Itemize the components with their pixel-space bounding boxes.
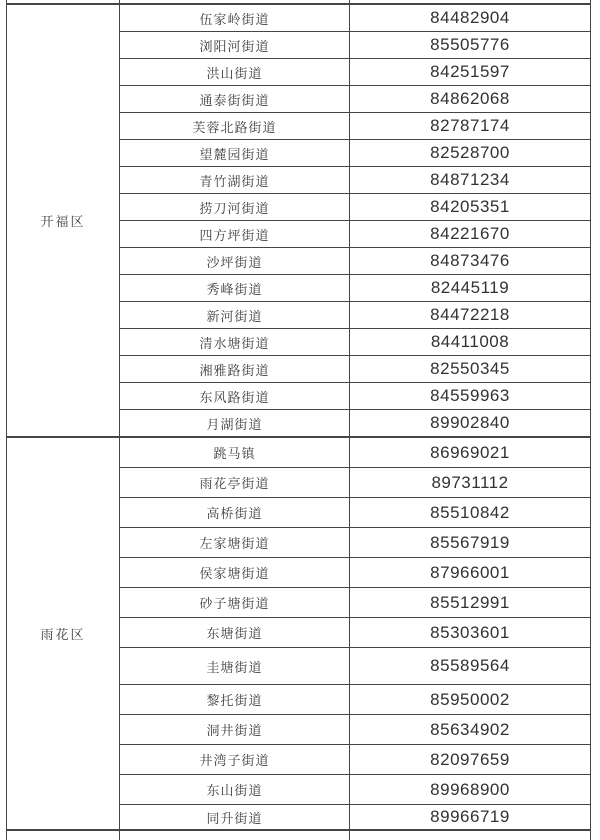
phone-cell: 89968900 bbox=[350, 775, 591, 805]
subdistrict-cell: 东塘街道 bbox=[120, 618, 350, 648]
subdistrict-cell: 洪山街道 bbox=[120, 59, 350, 86]
table-row bbox=[7, 437, 591, 468]
subdistrict-cell: 望麓园街道 bbox=[120, 140, 350, 167]
subdistrict-cell: 秀峰街道 bbox=[120, 275, 350, 302]
phone-cell: 82787174 bbox=[350, 113, 591, 140]
district-cell bbox=[7, 830, 120, 840]
subdistrict-cell: 捞刀河街道 bbox=[120, 194, 350, 221]
district-cell: 开福区 bbox=[7, 4, 120, 437]
subdistrict-cell: 侯家塘街道 bbox=[120, 558, 350, 588]
subdistrict-cell: 东山街道 bbox=[120, 775, 350, 805]
phone-cell: 84472218 bbox=[350, 302, 591, 329]
phone-cell: 84205351 bbox=[350, 194, 591, 221]
phone-cell: 82097659 bbox=[350, 745, 591, 775]
subdistrict-cell: 左家塘街道 bbox=[120, 528, 350, 558]
phone-cell: 85950002 bbox=[350, 685, 591, 715]
phone-cell: 82550345 bbox=[350, 356, 591, 383]
subdistrict-cell: 芙蓉北路街道 bbox=[120, 113, 350, 140]
phone-cell: 89966719 bbox=[350, 805, 591, 831]
phone-cell: 87966001 bbox=[350, 558, 591, 588]
subdistrict-cell: 高桥街道 bbox=[120, 498, 350, 528]
phone-cell: 89731112 bbox=[350, 468, 591, 498]
subdistrict-cell: 黎托街道 bbox=[120, 685, 350, 715]
subdistrict-cell: 湘雅路街道 bbox=[120, 356, 350, 383]
subdistrict-cell: 四方坪街道 bbox=[120, 221, 350, 248]
subdistrict-cell: 跳马镇 bbox=[120, 437, 350, 468]
phone-cell: 84873476 bbox=[350, 248, 591, 275]
phone-directory-table bbox=[6, 0, 591, 840]
subdistrict-cell: 沙坪街道 bbox=[120, 248, 350, 275]
table-body bbox=[7, 0, 591, 840]
subdistrict-cell: 月湖街道 bbox=[120, 410, 350, 438]
phone-cell: 85510842 bbox=[350, 498, 591, 528]
subdistrict-cell: 新河街道 bbox=[120, 302, 350, 329]
phone-cell: 84251597 bbox=[350, 59, 591, 86]
subdistrict-cell: 浏阳河街道 bbox=[120, 32, 350, 59]
subdistrict-cell bbox=[120, 830, 350, 840]
subdistrict-cell: 雨花亭街道 bbox=[120, 468, 350, 498]
subdistrict-cell: 井湾子街道 bbox=[120, 745, 350, 775]
phone-cell bbox=[350, 830, 591, 840]
phone-cell: 84871234 bbox=[350, 167, 591, 194]
phone-cell: 85567919 bbox=[350, 528, 591, 558]
subdistrict-cell: 圭塘街道 bbox=[120, 648, 350, 685]
district-cell: 雨花区 bbox=[7, 437, 120, 830]
table-row bbox=[7, 4, 591, 32]
phone-cell: 85589564 bbox=[350, 648, 591, 685]
phone-cell: 84559963 bbox=[350, 383, 591, 410]
phone-cell: 84411008 bbox=[350, 329, 591, 356]
subdistrict-cell: 清水塘街道 bbox=[120, 329, 350, 356]
subdistrict-cell: 同升街道 bbox=[120, 805, 350, 831]
phone-cell: 82528700 bbox=[350, 140, 591, 167]
phone-cell: 85505776 bbox=[350, 32, 591, 59]
phone-cell: 85512991 bbox=[350, 588, 591, 618]
subdistrict-cell: 通泰街街道 bbox=[120, 86, 350, 113]
phone-cell: 86969021 bbox=[350, 437, 591, 468]
phone-cell: 85634902 bbox=[350, 715, 591, 745]
subdistrict-cell: 洞井街道 bbox=[120, 715, 350, 745]
subdistrict-cell: 砂子塘街道 bbox=[120, 588, 350, 618]
phone-cell: 82445119 bbox=[350, 275, 591, 302]
subdistrict-cell: 青竹湖街道 bbox=[120, 167, 350, 194]
subdistrict-cell: 伍家岭街道 bbox=[120, 4, 350, 32]
phone-cell: 84221670 bbox=[350, 221, 591, 248]
phone-cell: 89902840 bbox=[350, 410, 591, 438]
table-row-clipped bbox=[7, 830, 591, 840]
phone-cell: 85303601 bbox=[350, 618, 591, 648]
phone-cell: 84862068 bbox=[350, 86, 591, 113]
phone-cell: 84482904 bbox=[350, 4, 591, 32]
subdistrict-cell: 东风路街道 bbox=[120, 383, 350, 410]
